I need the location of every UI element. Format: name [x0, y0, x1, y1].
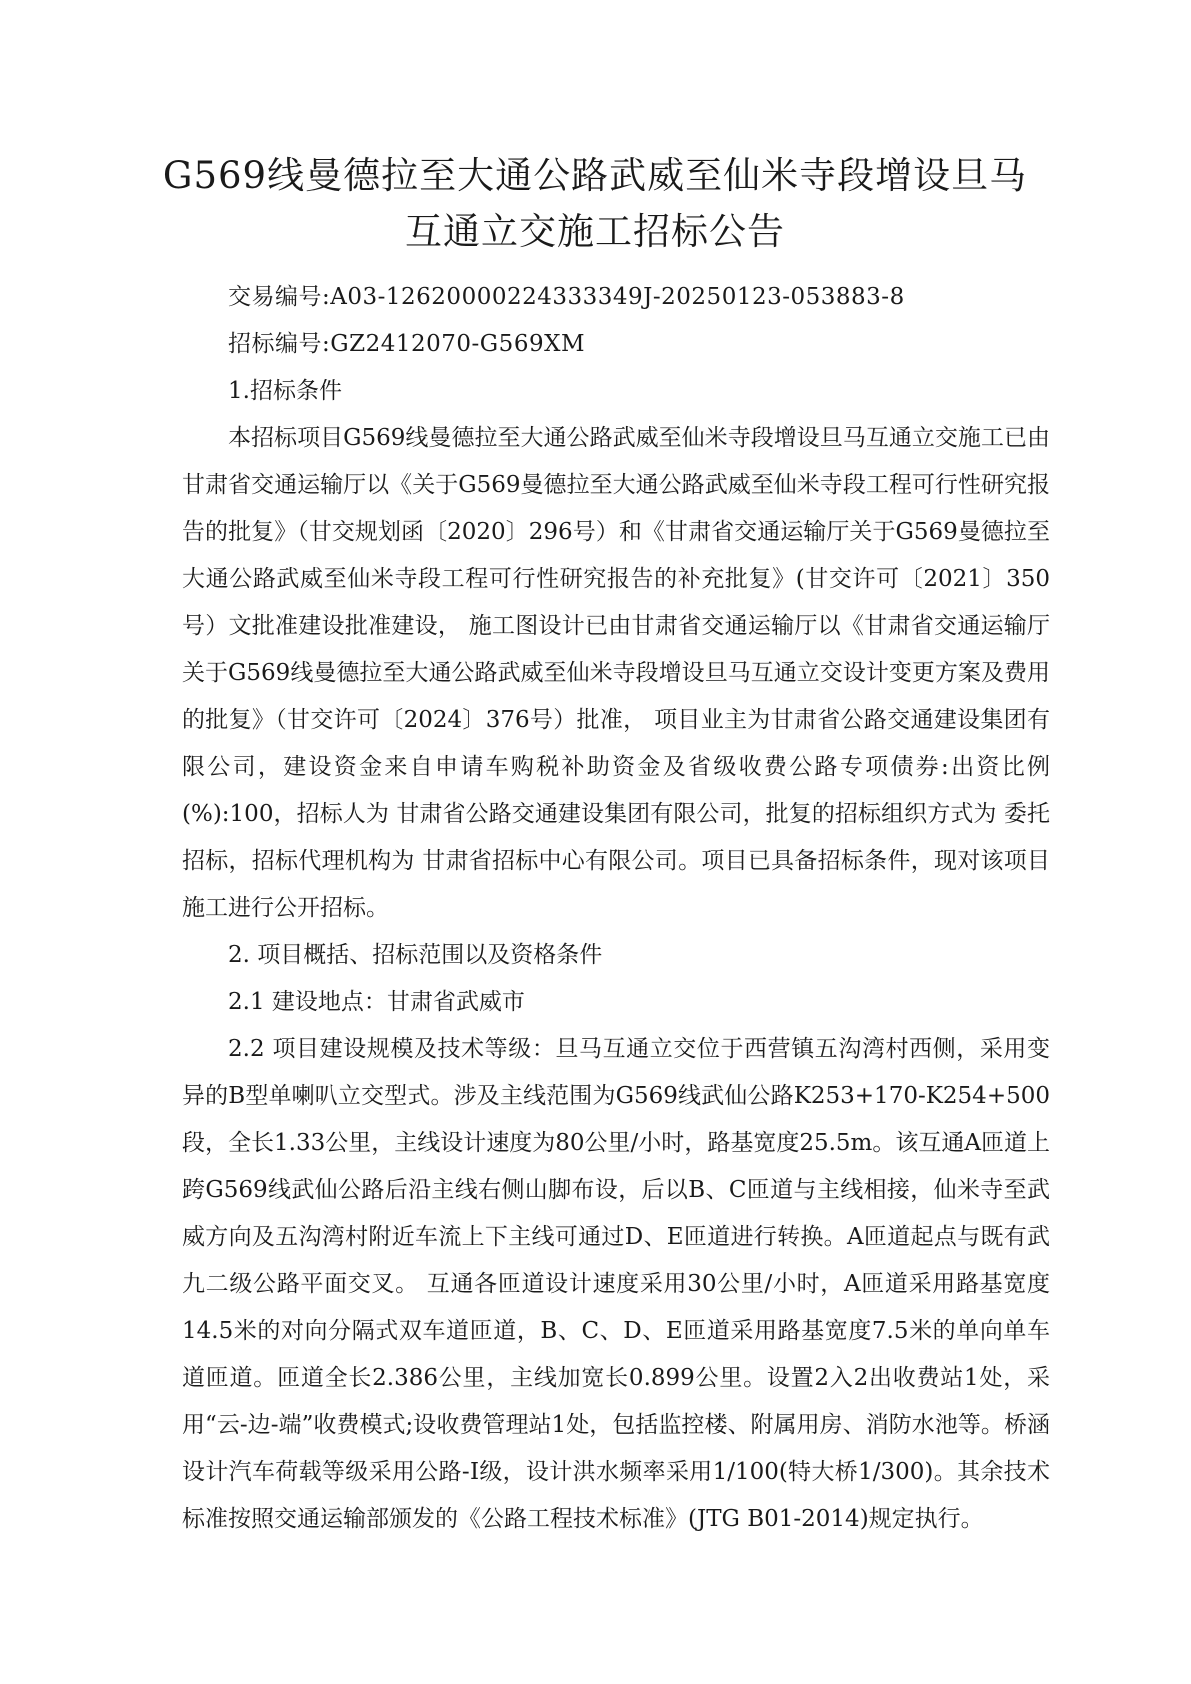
transaction-number: 交易编号:A03-12620000224333349J-20250123-053883-8: [228, 284, 905, 310]
section-1-body: 本招标项目G569线曼德拉至大通公路武威至仙米寺段增设旦马互通立交施工已由甘肃省交通运输厅以《关于G569曼德拉至大通公路武威至仙米寺段工程可行性研究报告的批复》（甘交规划函〔2020〕296号）和《甘肃省交通运输厅关于G569曼德拉至大通公路武威至仙米寺段工程可行性研究报告的补充批复》(甘交许可〔2021〕350号）文批准建设批准建设， 施工图设计已由甘肃省交通运输厅以《甘肃省交通运输厅关于G569线曼德拉至大通公路武威至仙米寺段增设旦马互通立交设计变更方案及费用的批复》（甘交许可〔2024〕376号）批准， 项目业主为甘肃省公路交通建设集团有限公司，建设资金来自申请车购税补助资金及省级收费公路专项债券:出资比例(%):100，招标人为 甘肃省公路交通建设集团有限公司，批复的招标组织方式为 委托招标，招标代理机构为 甘肃省招标中心有限公司。项目已具备招标条件，现对该项目施工进行公开招标。: [182, 425, 1050, 921]
section-2-heading: 2. 项目概括、招标范围以及资格条件: [228, 942, 603, 968]
document-body: [182, 274, 1050, 1543]
document-title: G569线曼德拉至大通公路武威至仙米寺段增设旦马互通立交施工招标公告: [162, 154, 1028, 253]
tender-number: 招标编号:GZ2412070-G569XM: [228, 331, 586, 357]
section-1-heading: 1.招标条件: [228, 378, 342, 404]
section-2-2-scale: 2.2 项目建设规模及技术等级：旦马互通立交位于西营镇五沟湾村西侧，采用变异的B型单喇叭立交型式。涉及主线范围为G569线武仙公路K253+170-K254+500段，全长1.33公里，主线设计速度为80公里/小时，路基宽度25.5m。该互通A匝道上跨G569线武仙公路后沿主线右侧山脚布设，后以B、C匝道与主线相接，仙米寺至武威方向及五沟湾村附近车流上下主线可通过D、E匝道进行转换。A匝道起点与既有武九二级公路平面交叉。 互通各匝道设计速度采用30公里/小时，A匝道采用路基宽度14.5米的对向分隔式双车道匝道，B、C、D、E匝道采用路基宽度7.5米的单向单车道匝道。匝道全长2.386公里，主线加宽长0.899公里。设置2入2出收费站1处，采用“云-边-端”收费模式;设收费管理站1处，包括监控楼、附属用房、消防水池等。桥涵设计汽车荷载等级采用公路-Ⅰ级，设计洪水频率采用1/100(特大桥1/300)。其余技术标准按照交通运输部颁发的《公路工程技术标准》(JTG B01-2014)规定执行。: [182, 1036, 1050, 1532]
section-2-1-location: 2.1 建设地点：甘肃省武威市: [228, 989, 525, 1015]
